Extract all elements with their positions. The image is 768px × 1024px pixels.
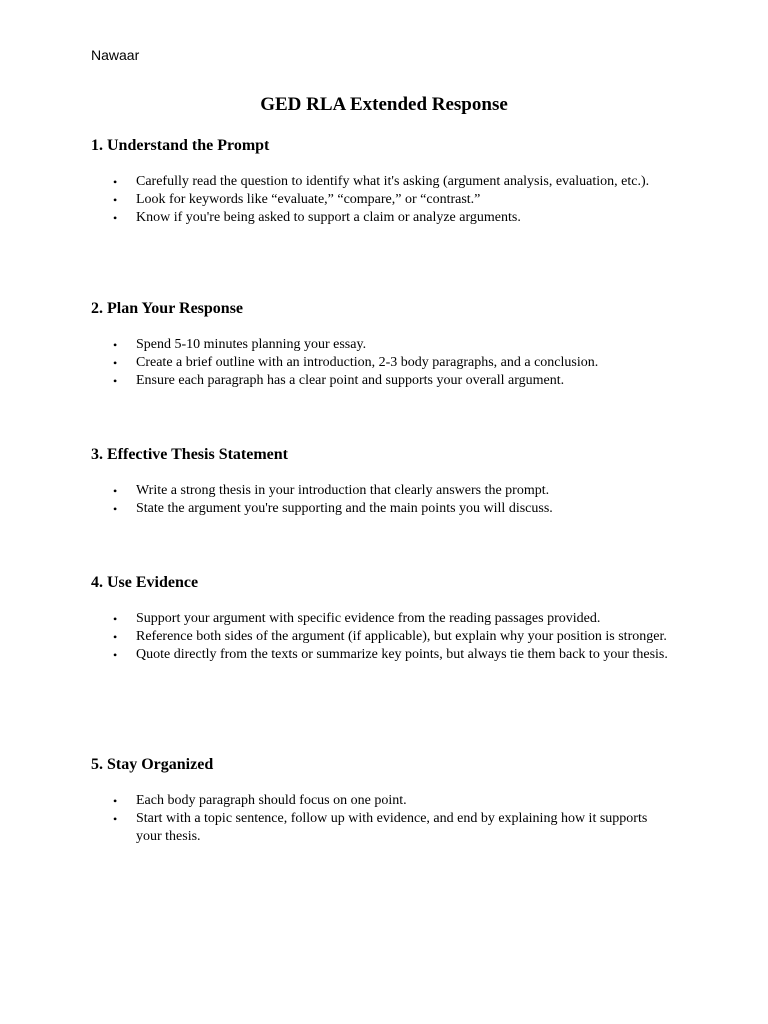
bullet-icon: • [113, 356, 118, 370]
document-title: GED RLA Extended Response [260, 94, 508, 115]
list-item-text: Know if you're being asked to support a claim or analyze arguments. [136, 210, 521, 225]
list-item [91, 354, 676, 372]
list-item-text: Start with a topic sentence, follow up with evidence, and end by explaining how it supports your thesis. [136, 811, 648, 844]
list-item-text: Create a brief outline with an introduction, 2-3 body paragraphs, and a conclusion. [136, 355, 599, 370]
list-item [91, 372, 676, 390]
bullet-icon: • [113, 211, 118, 225]
list-item-text: Spend 5-10 minutes planning your essay. [136, 337, 367, 352]
bullet-icon: • [113, 612, 118, 626]
section-understand-prompt [91, 136, 691, 225]
bullet-icon: • [113, 175, 118, 189]
bullet-icon: • [113, 484, 118, 498]
bullet-icon: • [113, 193, 118, 207]
bullet-icon: • [113, 794, 118, 808]
bullet-icon: • [113, 374, 118, 388]
section-thesis-statement [91, 445, 691, 516]
list-item-text: Ensure each paragraph has a clear point and supports your overall argument. [136, 373, 565, 388]
author-name: Nawaar [91, 47, 140, 63]
section-heading: 1. Understand the Prompt [91, 137, 270, 154]
list-item [91, 173, 676, 191]
list-item [91, 191, 676, 209]
list-item-text: Each body paragraph should focus on one point. [136, 793, 407, 808]
bullet-icon: • [113, 648, 118, 662]
bullet-list [91, 482, 676, 518]
bullet-icon: • [113, 812, 118, 826]
bullet-icon: • [113, 338, 118, 352]
list-item [91, 336, 676, 354]
bullet-icon: • [113, 502, 118, 516]
list-item-text: State the argument you're supporting and the main points you will discuss. [136, 501, 553, 516]
list-item-text: Support your argument with specific evidence from the reading passages provided. [136, 611, 601, 626]
list-item [91, 646, 676, 664]
section-heading: 2. Plan Your Response [91, 300, 244, 317]
bullet-list [91, 610, 676, 664]
list-item [91, 500, 676, 518]
section-use-evidence [91, 573, 691, 662]
bullet-list [91, 336, 676, 390]
bullet-list [91, 792, 676, 846]
list-item [91, 810, 676, 846]
section-heading: 4. Use Evidence [91, 574, 199, 591]
list-item-text: Write a strong thesis in your introduction that clearly answers the prompt. [136, 483, 550, 498]
list-item-text: Look for keywords like “evaluate,” “compare,” or “contrast.” [136, 192, 481, 207]
bullet-icon: • [113, 630, 118, 644]
list-item-text: Carefully read the question to identify what it's asking (argument analysis, evaluation, etc.). [136, 174, 650, 189]
list-item [91, 628, 676, 646]
section-heading: 3. Effective Thesis Statement [91, 446, 288, 463]
list-item-text: Reference both sides of the argument (if applicable), but explain why your position is stronger. [136, 629, 667, 644]
section-heading: 5. Stay Organized [91, 756, 214, 773]
bullet-list [91, 173, 676, 227]
list-item [91, 209, 676, 227]
list-item [91, 792, 676, 810]
section-stay-organized [91, 755, 691, 844]
list-item [91, 610, 676, 628]
list-item-text: Quote directly from the texts or summarize key points, but always tie them back to your thesis. [136, 647, 668, 662]
list-item [91, 482, 676, 500]
section-plan-response [91, 299, 691, 388]
